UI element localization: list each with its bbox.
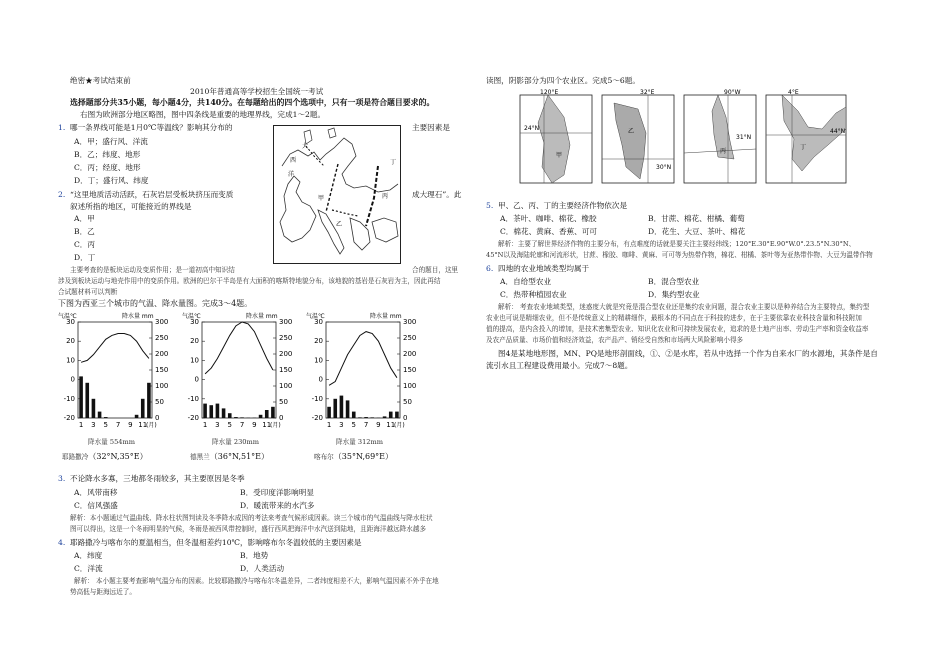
month-tick-label: 1 bbox=[326, 421, 332, 429]
agri-label-32e: 32°E bbox=[640, 89, 655, 96]
temp-tick-label: 0 bbox=[194, 375, 199, 384]
precip-bar bbox=[364, 417, 368, 418]
precip-tick-label: 200 bbox=[279, 350, 293, 358]
precip-bar bbox=[340, 396, 344, 418]
q3-option-c[interactable]: C．信风强盛 bbox=[74, 501, 118, 510]
agri-label-4e: 4°E bbox=[788, 89, 799, 96]
q2-analysis-1-cont: 合的题目，这里 bbox=[412, 266, 459, 274]
q5-analysis-2: 45°N以及海陆轮廓和河流形状，甘蔗、橡胶、咖啡、黄麻、可可等为热带作物，棉花、柑橘、茶叶等为亚热带作物、大豆为温带作物 bbox=[486, 251, 873, 259]
temp-tick-label: -20 bbox=[63, 414, 75, 422]
temp-tick-label: -10 bbox=[187, 394, 199, 403]
secret-label: 绝密★考试结束前 bbox=[70, 76, 131, 85]
q4-number: 4. bbox=[58, 538, 66, 547]
temp-tick-label: 30 bbox=[66, 318, 75, 326]
q4-analysis-1: 解析： 本小题主要考查影响气温分布的因素。比较耶路撒冷与喀布尔冬温差异，二者纬度相差不大，影响气温因素不外乎在地 bbox=[74, 577, 439, 585]
precip-bar bbox=[104, 417, 108, 418]
precip-tick-label: 100 bbox=[403, 382, 417, 390]
temp-tick-label: 30 bbox=[314, 318, 323, 326]
month-tick-label: 1 bbox=[202, 421, 208, 429]
month-tick-label: 5 bbox=[103, 421, 108, 429]
plot-frame bbox=[202, 322, 276, 418]
month-tick-label: 9 bbox=[376, 421, 381, 429]
month-tick-label: 3 bbox=[91, 421, 96, 429]
precip-bar bbox=[370, 417, 374, 418]
precip-tick-label: 50 bbox=[155, 398, 164, 406]
q3-option-b[interactable]: B．受印度洋影响明显 bbox=[240, 488, 314, 497]
q6-option-b[interactable]: B．混合型农业 bbox=[648, 277, 700, 286]
q3-option-a[interactable]: A．风带南移 bbox=[74, 488, 118, 497]
month-tick-label: 5 bbox=[351, 421, 356, 429]
right-axis-title: 降水量 mm bbox=[122, 313, 154, 320]
agri-label-bing: 丙 bbox=[720, 148, 727, 155]
q3-number: 3. bbox=[58, 474, 66, 483]
precip-bar bbox=[98, 412, 102, 418]
map-label-da: 大 bbox=[302, 143, 309, 150]
month-unit: (月) bbox=[270, 422, 281, 429]
city-1-rain: 降水量 554mm bbox=[88, 438, 135, 446]
left-axis-title: 气温℃ bbox=[58, 313, 77, 320]
month-tick-label: 3 bbox=[339, 421, 344, 429]
precip-tick-label: 150 bbox=[155, 366, 169, 374]
precip-bar bbox=[135, 415, 139, 418]
q6-option-d[interactable]: D．集约型农业 bbox=[648, 290, 700, 299]
right-axis-title: 降水量 mm bbox=[370, 313, 402, 320]
q1-stem-cont: 主要因素是 bbox=[412, 123, 450, 132]
precip-tick-label: 0 bbox=[403, 414, 408, 422]
q1-number: 1. bbox=[58, 123, 66, 132]
precip-tick-label: 150 bbox=[279, 366, 293, 374]
map-label-jia: 甲 bbox=[318, 195, 325, 202]
precip-bar bbox=[327, 407, 331, 418]
precip-bar bbox=[240, 417, 244, 418]
agri-maps-drawing bbox=[518, 87, 848, 187]
right-axis-title: 降水量 mm bbox=[246, 313, 278, 320]
month-unit: (月) bbox=[146, 422, 157, 429]
instruction: 选择题部分共35小题，每小题4分，共140分。在每题给出的四个选项中，只有一项是符合题目要求的。 bbox=[70, 98, 435, 107]
q2-stem-line2: 叙述所指的地区，可能接近的界线是 bbox=[70, 202, 192, 211]
precip-tick-label: 200 bbox=[155, 350, 169, 358]
precip-bar bbox=[389, 412, 393, 418]
q2-option-c[interactable]: C．丙 bbox=[74, 240, 95, 249]
precip-bar bbox=[141, 399, 145, 418]
q4-analysis-2: 势高低与距海远近了。 bbox=[70, 588, 136, 596]
month-tick-label: 11 bbox=[138, 421, 148, 429]
month-tick-label: 7 bbox=[115, 421, 121, 429]
map-label-ding: 丁 bbox=[390, 159, 397, 166]
month-tick-label: 11 bbox=[262, 421, 272, 429]
precip-tick-label: 0 bbox=[155, 414, 160, 422]
q5-option-a[interactable]: A．茶叶、咖啡、棉花、橡胶 bbox=[500, 214, 597, 223]
precip-tick-label: 250 bbox=[155, 334, 169, 342]
temperature-curve bbox=[81, 334, 149, 363]
map-intro: 右图为欧洲部分地区略图，图中四条线是重要的地理界线，完成1～2题。 bbox=[80, 110, 326, 119]
climate-intro: 下图为西亚三个城市的气温、降水量图。完成3～4题。 bbox=[58, 299, 253, 308]
precip-tick-label: 250 bbox=[403, 334, 417, 342]
q3-analysis-1: 解析：本小题通过气温曲线、降水柱状图判读及冬季降水成因的考法来考查气候形成因素。读三个城市的气温曲线与降水柱状 bbox=[70, 514, 433, 522]
agri-label-90w: 90°W bbox=[724, 89, 741, 96]
temp-tick-label: -20 bbox=[187, 414, 199, 422]
agri-label-30n: 30°N bbox=[656, 164, 672, 171]
q2-option-a[interactable]: A．甲 bbox=[74, 214, 95, 223]
precip-bar bbox=[203, 404, 207, 418]
precip-tick-label: 0 bbox=[279, 414, 284, 422]
precip-bar bbox=[92, 399, 96, 418]
precip-bar bbox=[271, 407, 275, 418]
plot-frame bbox=[326, 322, 400, 418]
q5-number: 5. bbox=[486, 201, 494, 210]
agri-label-24n: 24°N bbox=[524, 125, 540, 132]
q2-analysis-3: 合试题材料可以判断 bbox=[58, 288, 118, 296]
precip-bar bbox=[85, 383, 89, 418]
q5-analysis-1: 解析：主要了解世界经济作物的主要分布，有点难度的话就是要关注主要经纬线；120°E.30°E.90°W.0°.23.5°N.30°N、 bbox=[498, 240, 856, 248]
precip-tick-label: 200 bbox=[403, 350, 417, 358]
left-axis-title: 气温℃ bbox=[182, 313, 201, 320]
temperature-curve bbox=[205, 322, 273, 374]
city-2-rain: 降水量 230mm bbox=[212, 438, 259, 446]
temp-tick-label: -10 bbox=[63, 394, 75, 403]
precip-bar bbox=[222, 408, 226, 418]
q6-analysis-2: 农业也可说是精细农业，但不是传统意义上的精耕细作，最根本的不同点在于科技的进步，在于主要依靠农业科技含量和科技附加 bbox=[486, 314, 862, 322]
precip-bar bbox=[216, 404, 220, 418]
q6-analysis-4: 及农产品质量、市场价值和经济效益，农产品产、销经受自然和市场两大风险影响小得多 bbox=[486, 336, 744, 344]
q2-option-b[interactable]: B．乙 bbox=[74, 227, 95, 236]
q6-number: 6. bbox=[486, 264, 494, 273]
precip-bar bbox=[358, 417, 362, 418]
precip-bar bbox=[79, 376, 83, 418]
precip-tick-label: 100 bbox=[155, 382, 169, 390]
precip-tick-label: 300 bbox=[155, 318, 169, 326]
q4-stem: 耶路撒冷与喀布尔的夏温相当，但冬温相差约10℃，影响喀布尔冬温较低的主要因素是 bbox=[70, 538, 362, 547]
q1-option-d[interactable]: D．丁；盛行风、纬度 bbox=[74, 176, 149, 185]
q5-stem: 甲、乙、丙、丁的主要经济作物依次是 bbox=[498, 201, 628, 210]
precip-tick-label: 300 bbox=[279, 318, 293, 326]
exam-title: 2010年普通高等学校招生全国统一考试 bbox=[190, 87, 324, 96]
q4-option-a[interactable]: A．纬度 bbox=[74, 551, 103, 560]
q1-option-c[interactable]: C．丙；经度、地形 bbox=[74, 163, 141, 172]
temp-tick-label: 10 bbox=[190, 356, 199, 365]
month-tick-label: 7 bbox=[363, 421, 369, 429]
agri-label-120e: 120°E bbox=[540, 89, 559, 96]
precip-bar bbox=[265, 410, 269, 418]
precip-bar bbox=[383, 416, 387, 418]
agri-label-44n: 44°N bbox=[830, 128, 846, 135]
temp-tick-label: -20 bbox=[311, 414, 323, 422]
agri-label-ding: 丁 bbox=[800, 144, 807, 151]
precip-bar bbox=[259, 415, 263, 418]
precip-bar bbox=[352, 412, 356, 418]
agri-label-31n: 31°N bbox=[736, 134, 752, 141]
precip-bar bbox=[395, 412, 399, 418]
month-tick-label: 11 bbox=[386, 421, 396, 429]
map-label-yang: 洋 bbox=[288, 171, 295, 178]
q3-analysis-2: 图可以得出，这是一个冬雨明显的气候，冬雨是被西风带控制时，盛行西风把海洋中水汽送到陆地，且距海洋越远降水越多 bbox=[70, 525, 427, 533]
temp-tick-label: 10 bbox=[314, 356, 323, 365]
city-3-rain: 降水量 312mm bbox=[336, 438, 383, 446]
q6-stem: 四地的农业地域类型均属于 bbox=[498, 264, 590, 273]
q3-option-d[interactable]: D．暖流带来的水汽多 bbox=[240, 501, 315, 510]
left-axis-title: 气温℃ bbox=[306, 313, 325, 320]
q5-option-c[interactable]: C．棉花、黄麻、香蕉、可可 bbox=[500, 227, 597, 236]
precip-tick-label: 50 bbox=[403, 398, 412, 406]
q1-option-b[interactable]: B．乙；纬度、地形 bbox=[74, 150, 141, 159]
month-unit: (月) bbox=[394, 422, 405, 429]
q4-option-c[interactable]: C．洋流 bbox=[74, 564, 103, 573]
q6-option-c[interactable]: C．热带种植园农业 bbox=[500, 290, 567, 299]
q2-analysis-2: 涉及到板块运动与地壳作用中的变质作用。欧洲的巴尔干半岛是有大面积的喀斯特地貌分布，该地貌的基岩是石灰岩为主，因此再结 bbox=[58, 277, 441, 285]
precip-tick-label: 250 bbox=[279, 334, 293, 342]
month-tick-label: 7 bbox=[239, 421, 245, 429]
q5-option-b[interactable]: B．甘蔗、棉花、柑橘、葡萄 bbox=[648, 214, 745, 223]
temp-tick-label: 20 bbox=[66, 337, 75, 346]
right-intro: 读图，阴影部分为四个农业区。完成5～6题。 bbox=[486, 76, 640, 85]
month-tick-label: 9 bbox=[252, 421, 257, 429]
q2-option-d[interactable]: D．丁 bbox=[74, 253, 96, 262]
precip-bar bbox=[147, 383, 151, 418]
city-1-name: 耶路撒冷（32°N,35°E） bbox=[62, 452, 148, 461]
temp-tick-label: 10 bbox=[66, 356, 75, 365]
temp-tick-label: 0 bbox=[318, 375, 323, 384]
temp-tick-label: 0 bbox=[70, 375, 75, 384]
q3-stem: 不论降水多寡，三地都冬雨较多，其主要原因是冬季 bbox=[70, 474, 245, 483]
q2-stem-cont: 成大理石”。此 bbox=[412, 190, 462, 199]
city-3-name: 喀布尔（35°N,69°E） bbox=[314, 452, 394, 461]
europe-map-drawing bbox=[274, 126, 400, 263]
temp-tick-label: 20 bbox=[190, 337, 199, 346]
precip-tick-label: 300 bbox=[403, 318, 417, 326]
europe-map bbox=[273, 125, 401, 264]
month-tick-label: 1 bbox=[78, 421, 84, 429]
map-label-yi: 乙 bbox=[336, 221, 343, 228]
map-label-xi: 西 bbox=[290, 157, 297, 164]
q5-option-d[interactable]: D．花生、大豆、茶叶、棉花 bbox=[648, 227, 746, 236]
temp-tick-label: -10 bbox=[311, 394, 323, 403]
precip-tick-label: 100 bbox=[279, 382, 293, 390]
plot-frame bbox=[78, 322, 152, 418]
precip-tick-label: 150 bbox=[403, 366, 417, 374]
agri-maps bbox=[518, 87, 848, 187]
q78-intro-1: 图4是某地地形图，MN、PQ是地形剖面线，①、②是水库，若从中选择一个作为自来水厂的水源地，其条件是自 bbox=[498, 349, 878, 358]
q6-option-a[interactable]: A．自给型农业 bbox=[500, 277, 552, 286]
month-tick-label: 3 bbox=[215, 421, 220, 429]
city-2-name: 德黑兰（36°N,51°E） bbox=[190, 452, 270, 461]
precip-bar bbox=[333, 399, 337, 418]
q2-stem: “这里地质活动活跃，石灰岩层受板块挤压而变质 bbox=[70, 190, 234, 199]
q78-intro-2: 流引水且工程建设费用最小。完成7～8题。 bbox=[486, 361, 633, 370]
q6-analysis-3: 值的提高，是内含投入的增加，是技术密集型农业、知识化农业和可持续发展农业，追求的是土地产出率、劳动生产率和资金收益率 bbox=[486, 325, 869, 333]
precip-tick-label: 50 bbox=[279, 398, 288, 406]
precip-bar bbox=[209, 405, 213, 418]
month-tick-label: 5 bbox=[227, 421, 232, 429]
precip-bar bbox=[234, 417, 238, 418]
map-label-bing: 丙 bbox=[382, 193, 389, 200]
q4-option-d[interactable]: D．人类活动 bbox=[240, 564, 285, 573]
agri-label-jia: 甲 bbox=[556, 152, 563, 159]
temperature-curve bbox=[329, 332, 397, 386]
agri-label-yi: 乙 bbox=[628, 128, 635, 135]
month-tick-label: 9 bbox=[128, 421, 133, 429]
precip-bar bbox=[346, 400, 350, 418]
temp-tick-label: 30 bbox=[190, 318, 199, 326]
q2-number: 2. bbox=[58, 190, 66, 199]
precip-bar bbox=[228, 413, 232, 418]
q2-analysis-1: 主要考查的是板块运动及变质作用；是一道初高中知识结 bbox=[70, 266, 235, 274]
q4-option-b[interactable]: B．地势 bbox=[240, 551, 269, 560]
temp-tick-label: 20 bbox=[314, 337, 323, 346]
q1-option-a[interactable]: A．甲；盛行风、洋流 bbox=[74, 137, 148, 146]
q6-analysis-1: 解析： 考查农业地域类型，迷惑度大就是究竟是混合型农业还是集约农业问题，混合农业主要以是种养结合为主要特点，集约型 bbox=[498, 303, 870, 311]
q1-stem: 哪一条界线可能是1月0℃等温线？影响其分布的 bbox=[70, 123, 233, 132]
